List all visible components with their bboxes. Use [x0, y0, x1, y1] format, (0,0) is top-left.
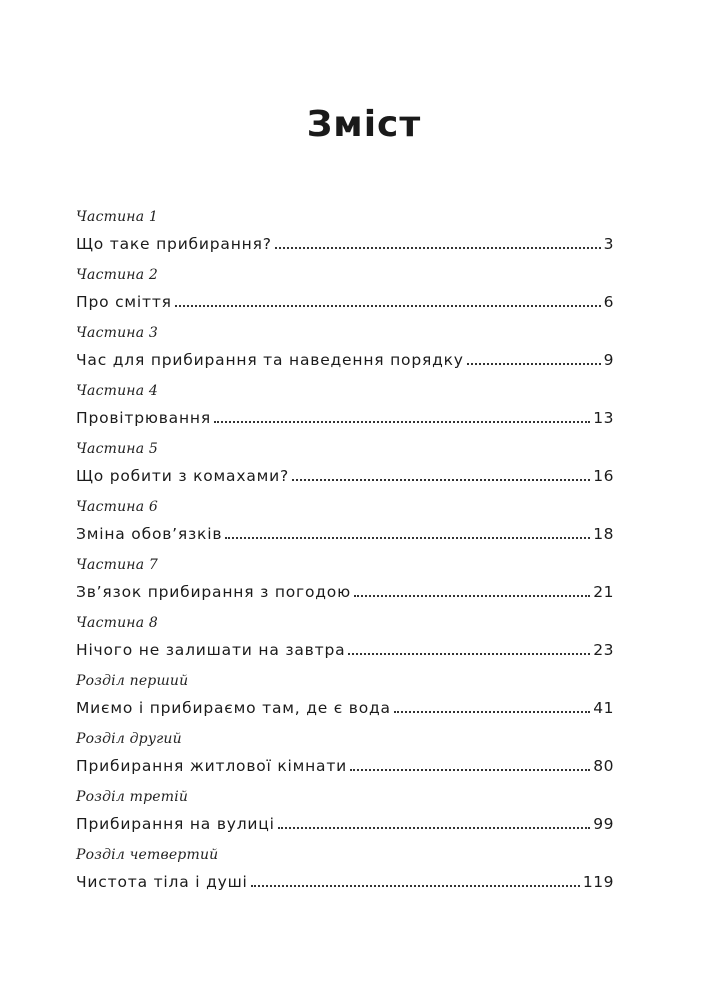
- dot-leader: [292, 478, 590, 481]
- toc-line: [76, 580, 614, 602]
- toc-entry: [76, 788, 614, 846]
- toc-chapter-title: Що таке прибирання?: [76, 235, 272, 253]
- toc-page-number: 6: [603, 293, 614, 311]
- toc-chapter-title: Зв’язок прибирання з погодою: [76, 583, 351, 601]
- toc-line: [76, 522, 614, 544]
- toc-entry: [76, 440, 614, 498]
- dot-leader: [354, 594, 590, 597]
- toc-chapter-title: Нічого не залишати на завтра: [76, 641, 346, 659]
- toc-part-label: Частина 3: [76, 325, 159, 341]
- table-of-contents: [76, 208, 614, 904]
- dot-leader: [278, 826, 591, 829]
- toc-page-number: 41: [593, 699, 614, 717]
- dot-leader: [275, 246, 601, 249]
- toc-chapter-title: Що робити з комахами?: [76, 467, 290, 485]
- toc-page-number: 119: [582, 873, 614, 891]
- toc-chapter-title: Час для прибирання та наведення порядку: [76, 351, 464, 369]
- dot-leader: [394, 710, 590, 713]
- toc-line: [76, 638, 614, 660]
- toc-chapter-title: Миємо і прибираємо там, де є вода: [76, 699, 391, 717]
- toc-page-number: 23: [593, 641, 614, 659]
- dot-leader: [350, 768, 590, 771]
- toc-part-label: Розділ перший: [76, 673, 189, 689]
- toc-page-number: 9: [603, 351, 614, 369]
- toc-line: [76, 290, 614, 312]
- toc-entry: [76, 324, 614, 382]
- page-title: Зміст: [306, 104, 422, 145]
- toc-entry: [76, 208, 614, 266]
- dot-leader: [467, 362, 601, 365]
- toc-line: [76, 232, 614, 254]
- toc-entry: [76, 614, 614, 672]
- toc-line: [76, 348, 614, 370]
- toc-page-number: 80: [593, 757, 614, 775]
- toc-entry: [76, 846, 614, 904]
- toc-line: [76, 812, 614, 834]
- toc-part-label: Частина 8: [76, 615, 159, 631]
- toc-part-label: Частина 1: [76, 209, 159, 225]
- toc-part-label: Частина 6: [76, 499, 159, 515]
- toc-line: [76, 464, 614, 486]
- toc-entry: [76, 556, 614, 614]
- toc-chapter-title: Прибирання на вулиці: [76, 815, 275, 833]
- toc-entry: [76, 672, 614, 730]
- toc-chapter-title: Прибирання житлової кімнати: [76, 757, 348, 775]
- dot-leader: [251, 884, 580, 887]
- toc-page-number: 21: [593, 583, 614, 601]
- toc-part-label: Розділ третій: [76, 789, 189, 805]
- toc-chapter-title: Чистота тіла і душі: [76, 873, 248, 891]
- toc-chapter-title: Про сміття: [76, 293, 172, 311]
- toc-entry: [76, 730, 614, 788]
- toc-part-label: Розділ другий: [76, 731, 182, 747]
- toc-entry: [76, 266, 614, 324]
- toc-page-number: 16: [593, 467, 614, 485]
- toc-part-label: Частина 4: [76, 383, 159, 399]
- toc-line: [76, 696, 614, 718]
- dot-leader: [225, 536, 590, 539]
- toc-part-label: Частина 2: [76, 267, 159, 283]
- dot-leader: [214, 420, 590, 423]
- toc-page-number: 3: [603, 235, 614, 253]
- dot-leader: [175, 304, 601, 307]
- toc-line: [76, 754, 614, 776]
- toc-chapter-title: Зміна обов’язків: [76, 525, 223, 543]
- toc-entry: [76, 498, 614, 556]
- dot-leader: [348, 652, 590, 655]
- toc-entry: [76, 382, 614, 440]
- toc-part-label: Розділ четвертий: [76, 847, 219, 863]
- toc-page-number: 99: [593, 815, 614, 833]
- toc-part-label: Частина 5: [76, 441, 159, 457]
- toc-part-label: Частина 7: [76, 557, 159, 573]
- toc-page-number: 18: [593, 525, 614, 543]
- toc-line: [76, 406, 614, 428]
- toc-page-number: 13: [593, 409, 614, 427]
- toc-chapter-title: Провітрювання: [76, 409, 211, 427]
- toc-line: [76, 870, 614, 892]
